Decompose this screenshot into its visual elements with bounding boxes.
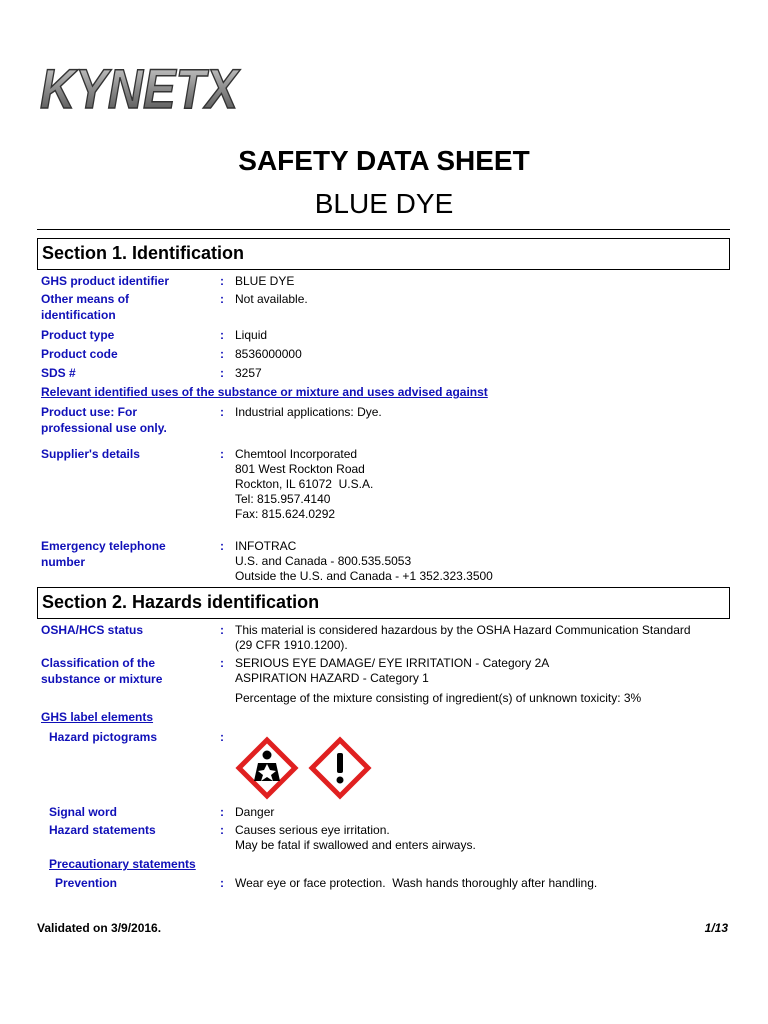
exclamation-pictogram-icon	[309, 737, 371, 799]
logo-text: KYNETX	[40, 57, 242, 120]
supplier-label: Supplier's details	[41, 447, 140, 461]
colon: :	[220, 405, 224, 419]
product-use-label-line2: professional use only.	[41, 421, 167, 435]
supplier-address: 801 West Rockton Road	[235, 462, 365, 476]
other-means-label-line2: identification	[41, 308, 116, 322]
colon: :	[220, 623, 224, 637]
other-means-label-line1: Other means of	[41, 292, 130, 306]
colon: :	[220, 823, 224, 837]
signal-word-label: Signal word	[49, 805, 118, 819]
product-name: BLUE DYE	[314, 188, 454, 219]
header-divider	[37, 229, 730, 230]
osha-status-line2: (29 CFR 1910.1200).	[235, 638, 348, 652]
document-title: SAFETY DATA SHEET	[238, 145, 530, 176]
colon: :	[220, 292, 224, 306]
colon: :	[220, 876, 224, 890]
product-code-label: Product code	[41, 347, 118, 361]
supplier-name: Chemtool Incorporated	[235, 447, 358, 461]
colon: :	[220, 347, 224, 361]
osha-status-line1: This material is considered hazardous by the OSHA Hazard Communication Standard	[235, 623, 691, 637]
other-means-value: Not available.	[235, 292, 308, 306]
emergency-label-line1: Emergency telephone	[41, 539, 166, 553]
classification-label-line1: Classification of the	[41, 656, 156, 670]
classification-label-line2: substance or mixture	[41, 672, 163, 686]
supplier-city: Rockton, IL 61072 U.S.A.	[235, 477, 374, 491]
osha-status-label: OSHA/HCS status	[41, 623, 144, 637]
prevention-label: Prevention	[55, 876, 118, 890]
hazard-statement-2: May be fatal if swallowed and enters airways.	[235, 838, 476, 852]
product-use-label-line1: Product use: For	[41, 405, 138, 419]
product-use-value: Industrial applications: Dye.	[235, 405, 382, 419]
relevant-uses-heading: Relevant identified uses of the substance or mixture and uses advised against	[41, 385, 488, 399]
ghs-label-elements-heading: GHS label elements	[41, 710, 154, 724]
supplier-tel: Tel: 815.957.4140	[235, 492, 331, 506]
toxicity-note: Percentage of the mixture consisting of ingredient(s) of unknown toxicity: 3%	[235, 691, 642, 705]
prevention-value: Wear eye or face protection. Wash hands thoroughly after handling.	[235, 876, 598, 890]
section-2-header	[37, 587, 730, 619]
colon: :	[220, 805, 224, 819]
classification-line2: ASPIRATION HAZARD - Category 1	[235, 671, 429, 685]
health-hazard-pictogram-icon	[236, 737, 298, 799]
section-1-header	[37, 238, 730, 270]
sds-number-value: 3257	[235, 366, 262, 380]
colon: :	[220, 274, 224, 288]
colon: :	[220, 539, 224, 553]
product-type-label: Product type	[41, 328, 115, 342]
section-2-title: Section 2. Hazards identification	[42, 592, 320, 612]
colon: :	[220, 447, 224, 461]
ghs-identifier-label: GHS product identifier	[41, 274, 170, 288]
section-1-title: Section 1. Identification	[42, 243, 245, 263]
colon: :	[220, 366, 224, 380]
emergency-provider: INFOTRAC	[235, 539, 297, 553]
kynetx-logo	[38, 57, 243, 120]
emergency-us-canada: U.S. and Canada - 800.535.5053	[235, 554, 412, 568]
supplier-fax: Fax: 815.624.0292	[235, 507, 336, 521]
hazard-statements-label: Hazard statements	[49, 823, 156, 837]
ghs-identifier-value: BLUE DYE	[235, 274, 295, 288]
classification-line1: SERIOUS EYE DAMAGE/ EYE IRRITATION - Category 2A	[235, 656, 550, 670]
emergency-outside: Outside the U.S. and Canada - +1 352.323.3500	[235, 569, 493, 583]
product-type-value: Liquid	[235, 328, 268, 342]
product-code-value: 8536000000	[235, 347, 302, 361]
signal-word-value: Danger	[235, 805, 275, 819]
colon: :	[220, 656, 224, 670]
precautionary-statements-heading: Precautionary statements	[49, 857, 196, 871]
sds-number-label: SDS #	[41, 366, 76, 380]
validated-date: Validated on 3/9/2016.	[37, 921, 162, 935]
page-number: 1/13	[704, 921, 728, 935]
hazard-pictograms-label: Hazard pictograms	[49, 730, 158, 744]
colon: :	[220, 730, 224, 744]
hazard-statement-1: Causes serious eye irritation.	[235, 823, 390, 837]
colon: :	[220, 328, 224, 342]
emergency-label-line2: number	[41, 555, 86, 569]
